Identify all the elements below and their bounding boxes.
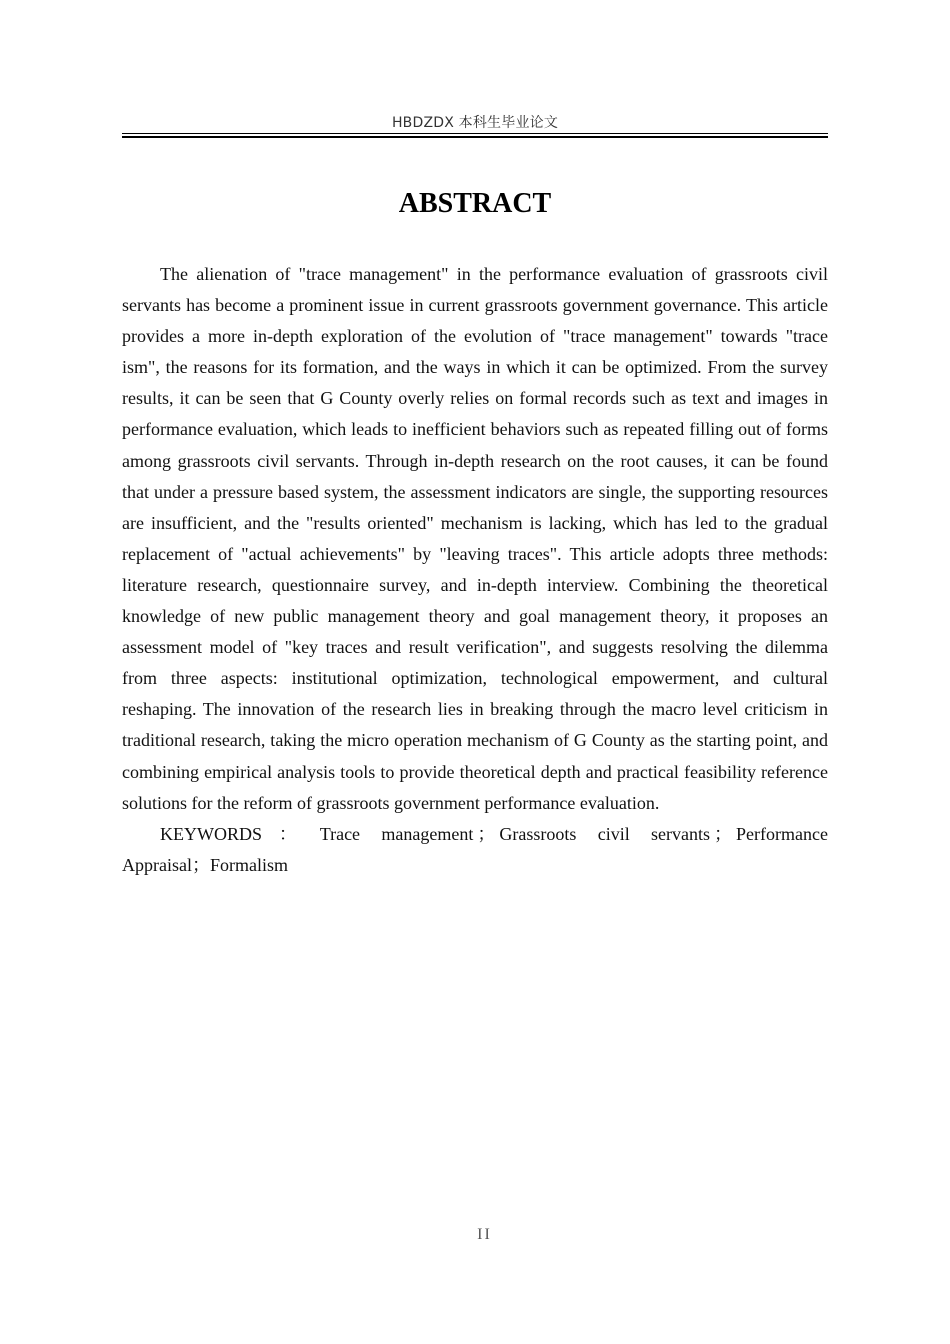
abstract-section <box>122 259 828 881</box>
page-number: II <box>477 1226 492 1243</box>
keyword-separator: ； <box>714 823 733 844</box>
keyword-item: Trace management <box>319 823 474 844</box>
keyword-item: Formalism <box>209 854 288 875</box>
keywords-label: KEYWORDS： <box>160 823 314 844</box>
keyword-separator: ； <box>477 823 496 844</box>
keyword-item: Grassroots civil servants <box>499 823 711 844</box>
keyword-item: Performance Appraisal <box>122 823 828 875</box>
keyword-separator: ； <box>191 854 210 875</box>
page-header: HBDZDX 本科生毕业论文 <box>391 115 559 131</box>
header-double-rule <box>122 133 828 138</box>
page-title: ABSTRACT <box>398 188 552 219</box>
keywords-line <box>122 819 828 881</box>
abstract-paragraph: The alienation of "trace management" in the performance evaluation of grassroots civil servants has become a prominent issue in current grassroots government governance. This article provides a more in-depth exploration of the evolution of "trace management" towards "trace ism", the reasons for its formation, and the ways in which it can be optimized. From the survey results, it can be seen that G County overly relies on formal records such as text and images in performance evaluation, which leads to inefficient behaviors such as repeated filling out of forms among grassroots civil servants. Through in-depth research on the root causes, it can be found that under a pressure based system, the assessment indicators are single, the supporting resources are insufficient, and the "results oriented" mechanism is lacking, which has led to the gradual replacement of "actual achievements" by "leaving traces". This article adopts three methods: literature research, questionnaire survey, and in-depth interview. Combining the theoretical knowledge of new public management theory and goal management theory, it proposes an assessment model of "key traces and result verification", and suggests resolving the dilemma from three aspects: institutional optimization, technological empowerment, and cultural reshaping. The innovation of the research lies in breaking through the macro level criticism in traditional research, taking the micro operation mechanism of G County as the starting point, and combining empirical analysis tools to provide theoretical depth and practical feasibility reference solutions for the reform of grassroots government performance evaluation. <box>122 264 828 813</box>
